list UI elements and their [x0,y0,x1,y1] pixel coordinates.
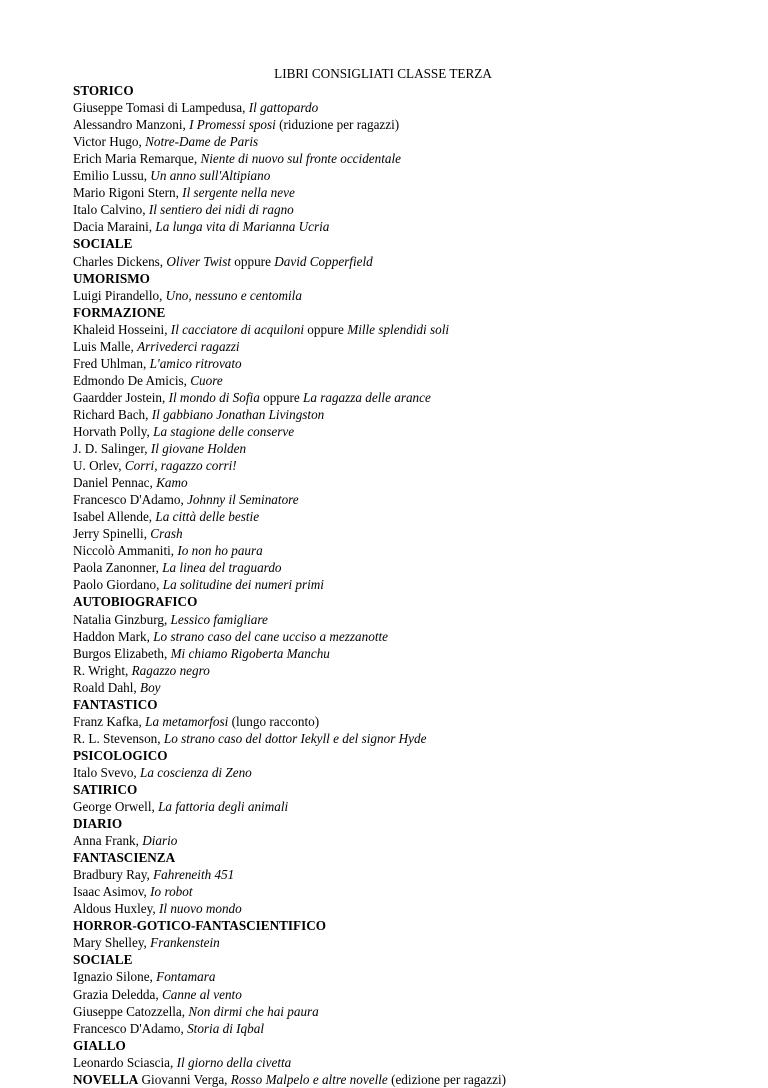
book-entry [73,184,693,201]
book-entry [73,133,693,150]
book-title: La coscienza di Zeno [140,764,252,780]
entry-text: Edmondo De Amicis, [73,372,191,388]
entry-text: R. L. Stevenson, [73,730,164,746]
category-heading [73,270,693,287]
entry-text: Paolo Giordano, [73,577,163,593]
category-heading [73,696,693,713]
category-label: SATIRICO [73,781,138,797]
entry-text: oppure [259,389,304,405]
book-title: Niente di nuovo sul fronte occidentale [200,151,402,167]
book-title: Johnny il Seminatore [187,492,299,508]
category-label: SOCIALE [73,952,133,968]
book-title: Uno, nessuno e centomila [165,287,302,303]
book-title: Il gattopardo [248,100,319,116]
book-entry [73,662,693,679]
book-entry [73,883,693,900]
entry-text: Aldous Huxley, [73,901,159,917]
book-entry [73,934,693,951]
book-title: Rosso Malpelo e altre novelle [230,1071,388,1087]
category-label: SOCIALE [73,236,133,252]
book-entry [73,253,693,270]
entry-text: Burgos Elizabeth, [73,645,171,661]
entry-text: Luigi Pirandello, [73,287,166,303]
book-entry [73,389,693,406]
book-title: Il sentiero dei nidi di ragno [148,202,294,218]
entry-text: (edizione per ragazzi) [387,1071,507,1087]
book-entry [73,645,693,662]
book-entry [73,986,693,1003]
book-entry [73,508,693,525]
book-title: Il cacciatore di acquiloni [170,321,304,337]
entry-text: (lungo racconto) [228,713,320,729]
entry-text: Horvath Polly, [73,423,154,439]
category-heading [73,815,693,832]
entry-text: Francesco D'Adamo, [73,1020,188,1036]
book-title: Lessico famigliare [170,611,268,627]
book-title: La ragazza delle arance [303,389,431,405]
book-title: L'amico ritrovato [149,355,242,371]
entry-text: Giuseppe Catozzella, [73,1003,189,1019]
book-entry [73,525,693,542]
book-entry [73,798,693,815]
category-label: UMORISMO [73,270,150,286]
category-label: AUTOBIOGRAFICO [73,594,198,610]
entry-text: Charles Dickens, [73,253,167,269]
entry-text: Bradbury Ray, [73,867,154,883]
entry-text: Dacia Maraini, [73,219,156,235]
book-title: Mi chiamo Rigoberta Manchu [170,645,330,661]
book-entry [73,99,693,116]
entry-text: U. Orlev, [73,458,125,474]
book-title: Il giorno della civetta [176,1054,292,1070]
entry-text: R. Wright, [73,662,132,678]
entry-text: Khaleid Hosseini, [73,321,171,337]
entry-text: Anna Frank, [73,833,143,849]
entry-text: Daniel Pennac, [73,475,157,491]
book-title: Canne al vento [161,986,242,1002]
book-entry [73,542,693,559]
category-heading [73,781,693,798]
book-entry [73,287,693,304]
book-title: Boy [140,679,161,695]
book-entry [73,372,693,389]
book-title: La fattoria degli animali [158,799,289,815]
entry-text: Jerry Spinelli, [73,526,151,542]
entry-text: Giovanni Verga, [138,1071,231,1087]
book-entry [73,321,693,338]
book-entry [73,628,693,645]
book-title: Arrivederci ragazzi [137,338,240,354]
book-entry [73,1003,693,1020]
entry-text: Victor Hugo, [73,134,146,150]
book-title: Io non ho paura [177,543,263,559]
book-title: Ragazzo negro [131,662,210,678]
book-entry [73,611,693,628]
book-entry [73,474,693,491]
category-label: FORMAZIONE [73,304,166,320]
book-entry [73,440,693,457]
book-title: Non dirmi che hai paura [188,1003,319,1019]
book-title: La linea del traguardo [162,560,282,576]
book-entry [73,713,693,730]
entry-text: Haddon Mark, [73,628,154,644]
book-entry [73,679,693,696]
entry-text: Gaardder Jostein, [73,389,169,405]
book-entry [73,338,693,355]
book-title: Lo strano caso del dottor Iekyll e del signor Hyde [163,730,427,746]
category-label: NOVELLA [73,1071,139,1087]
book-entry [73,1071,693,1088]
book-entry [73,1054,693,1071]
category-heading [73,917,693,934]
category-heading [73,593,693,610]
entry-text: Luis Malle, [73,338,138,354]
book-title: Mille splendidi soli [347,321,450,337]
category-label: FANTASTICO [73,696,158,712]
entry-text: Paola Zanonner, [73,560,163,576]
entry-text: (riduzione per ragazzi) [275,117,400,133]
entry-text: Fred Uhlman, [73,355,150,371]
category-heading [73,951,693,968]
entry-text: Italo Calvino, [73,202,149,218]
book-title: Il sergente nella neve [182,185,295,201]
entry-text: George Orwell, [73,799,159,815]
entry-text: oppure [231,253,275,269]
entry-text: Isabel Allende, [73,509,156,525]
book-title: Il mondo di Sofia [168,389,260,405]
book-title: Il gabbiano Jonathan Livingston [151,406,325,422]
entry-text: Leonardo Sciascia, [73,1054,177,1070]
book-title: La città delle bestie [155,509,260,525]
book-entry [73,968,693,985]
book-title: Fahreneith 451 [153,867,235,883]
book-entry [73,866,693,883]
book-entry [73,201,693,218]
book-entry [73,764,693,781]
document-title: LIBRI CONSIGLIATI CLASSE TERZA [274,66,492,81]
book-title: Fontamara [156,969,216,985]
book-title: Crash [150,526,183,542]
book-title: Il nuovo mondo [158,901,242,917]
book-title: Oliver Twist [166,253,231,269]
category-label: HORROR-GOTICO-FANTASCIENTIFICO [73,918,327,934]
book-entry [73,116,693,133]
book-entry [73,832,693,849]
category-label: GIALLO [73,1037,126,1053]
entry-text: Emilio Lussu, [73,168,151,184]
category-heading [73,1037,693,1054]
book-title: Io robot [150,884,193,900]
book-title: Kamo [156,475,188,491]
category-label: FANTASCIENZA [73,850,176,866]
entry-text: Isaac Asimov, [73,884,151,900]
book-entry [73,559,693,576]
entry-text: Roald Dahl, [73,679,141,695]
entry-text: Erich Maria Remarque, [73,151,201,167]
book-entry [73,167,693,184]
category-heading [73,747,693,764]
book-title: Notre-Dame de Paris [145,134,259,150]
entry-text: Ignazio Silone, [73,969,157,985]
entry-text: Niccolò Ammaniti, [73,543,178,559]
entry-text: Francesco D'Adamo, [73,492,188,508]
book-title: La stagione delle conserve [153,423,295,439]
category-heading [73,304,693,321]
entry-text: oppure [303,321,348,337]
book-entry [73,406,693,423]
book-title: La metamorfosi [145,713,229,729]
category-label: DIARIO [73,816,123,832]
book-title: Un anno sull'Altipiano [150,168,271,184]
entry-text: Mary Shelley, [73,935,151,951]
book-title: Frankenstein [150,935,220,951]
category-heading [73,235,693,252]
book-entry [73,1020,693,1037]
entry-text: Mario Rigoni Stern, [73,185,183,201]
book-entry [73,491,693,508]
book-entry [73,576,693,593]
entry-text: Giuseppe Tomasi di Lampedusa, [73,100,249,116]
book-title: David Copperfield [274,253,373,269]
book-entry [73,730,693,747]
book-title: La lunga vita di Marianna Ucria [155,219,330,235]
book-entry [73,457,693,474]
book-list [73,82,693,1088]
category-heading [73,82,693,99]
book-title: La solitudine dei numeri primi [162,577,324,593]
book-title: Storia di Iqbal [187,1020,265,1036]
entry-text: Italo Svevo, [73,764,141,780]
category-label: PSICOLOGICO [73,747,168,763]
book-title: Corri, ragazzo corri! [124,458,237,474]
book-entry [73,218,693,235]
category-label: STORICO [73,83,134,99]
book-title: I Promessi sposi [189,117,276,133]
book-entry [73,423,693,440]
book-title: Il giovane Holden [150,441,247,457]
document-page [73,65,693,1088]
book-title: Lo strano caso del cane ucciso a mezzanotte [153,628,388,644]
category-heading [73,849,693,866]
entry-text: J. D. Salinger, [73,441,151,457]
entry-text: Grazia Deledda, [73,986,162,1002]
entry-text: Natalia Ginzburg, [73,611,171,627]
book-title: Diario [142,833,178,849]
book-entry [73,150,693,167]
book-entry [73,900,693,917]
book-entry [73,355,693,372]
entry-text: Alessandro Manzoni, [73,117,190,133]
entry-text: Richard Bach, [73,406,152,422]
entry-text: Franz Kafka, [73,713,146,729]
book-title: Cuore [190,372,223,388]
